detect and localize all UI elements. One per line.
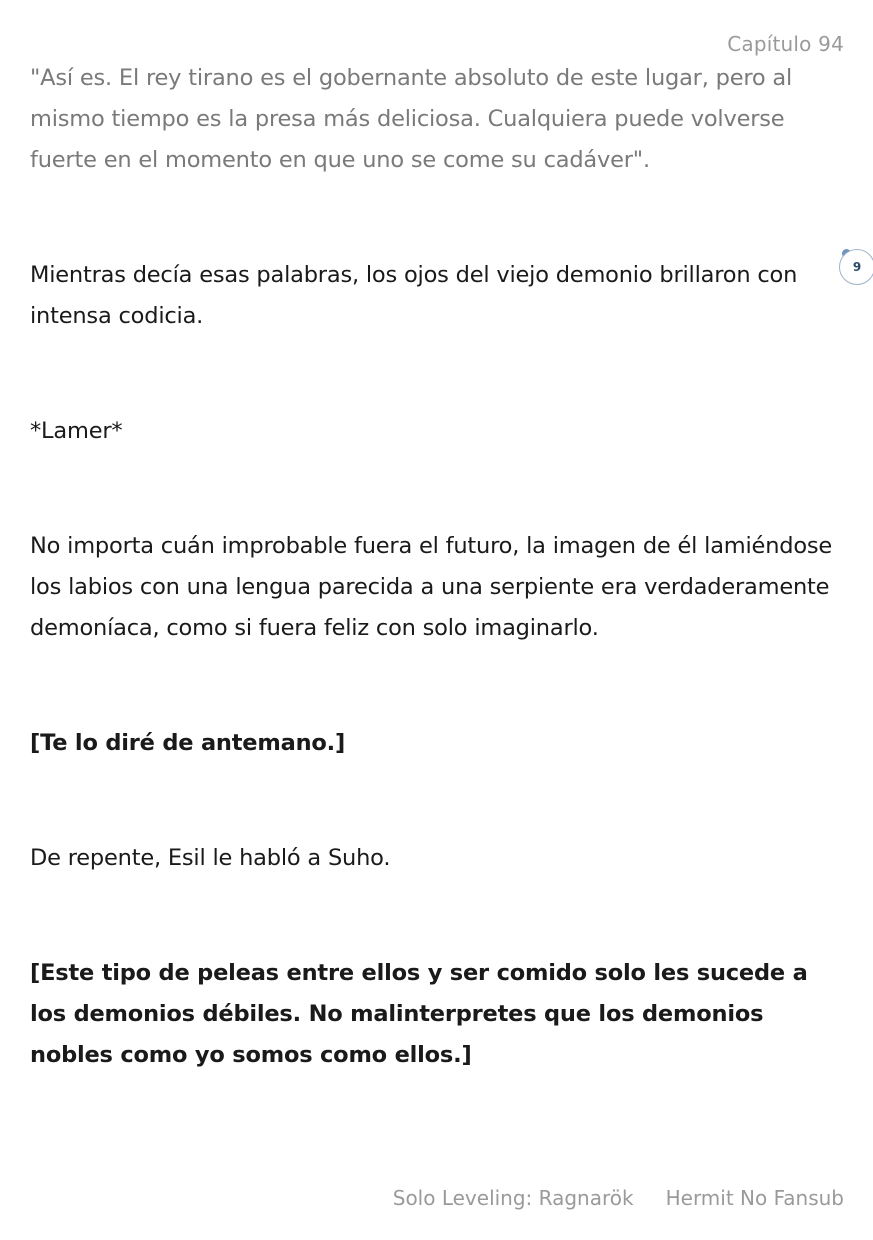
dialogue-2: [Este tipo de peleas entre ellos y ser comido solo les sucede a los demonios débiles. No malinterpretes que los demonios nobles como yo somos como ellos.] [30, 960, 808, 1068]
dialogue-1: [Te lo diré de antemano.] [30, 730, 346, 756]
translator-credit: Hermit No Fansub [665, 1186, 844, 1210]
chapter-title: Capítulo 94 [727, 32, 844, 56]
paragraph-5: De repente, Esil le habló a Suho. [30, 845, 391, 871]
paragraph-2: Mientras decía esas palabras, los ojos del viejo demonio brillaron con intensa codicia. [30, 262, 798, 329]
paragraph-3: *Lamer* [30, 418, 123, 444]
footer [393, 1186, 844, 1210]
reader-content [30, 58, 845, 1076]
paragraph-1: "Así es. El rey tirano es el gobernante absoluto de este lugar, pero al mismo tiempo es la presa más deliciosa. Cualquiera puede volverse fuerte en el momento en que uno se come su cadáver". [30, 65, 793, 173]
page-progress-badge[interactable]: 9 [839, 249, 873, 285]
book-title: Solo Leveling: Ragnarök [392, 1186, 634, 1210]
paragraph-4: No importa cuán improbable fuera el futuro, la imagen de él lamiéndose los labios con una lengua parecida a una serpiente era verdaderamente demoníaca, como si fuera feliz con solo imaginarlo. [30, 533, 833, 641]
